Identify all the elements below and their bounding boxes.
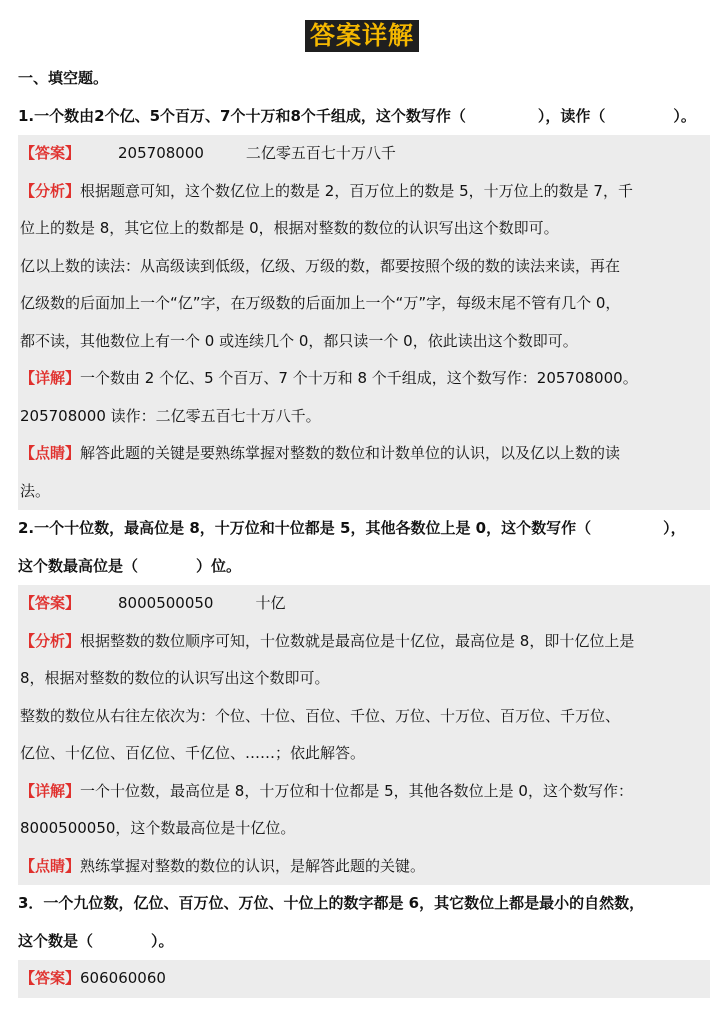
q2-answer: 【答案】 8000500050 十亿 bbox=[20, 594, 286, 612]
q3-answer: 【答案】606060060 bbox=[20, 969, 166, 987]
section-heading: 一、填空题。 bbox=[18, 69, 109, 87]
q2-detail-line: 8000500050，这个数最高位是十亿位。 bbox=[20, 819, 296, 837]
q2-stem-line: 这个数最高位是（ ）位。 bbox=[18, 556, 242, 575]
q2-stem: 2.一个十位数，最高位是 8，十万位和十位都是 5，其他各数位上是 0，这个数写作（ ）， bbox=[18, 519, 686, 537]
q1-point: 【点睛】解答此题的关键是要熟练掌握对整数的数位和计数单位的认识，以及亿以上数的读 bbox=[20, 444, 621, 462]
q2-point: 【点睛】熟练掌握对整数的数位的认识，是解答此题的关键。 bbox=[20, 856, 426, 875]
title-bar bbox=[0, 0, 724, 54]
q1-detail-line: 205708000 读作：二亿零五百七十万八千。 bbox=[20, 406, 321, 425]
q2-detail: 【详解】一个十位数，最高位是 8，十万位和十位都是 5，其他各数位上是 0，这个数写作： bbox=[20, 781, 633, 800]
q1-analysis-line: 亿以上数的读法：从高级读到低级，亿级、万级的数，都要按照个级的数的读法来读，再在 bbox=[20, 256, 621, 275]
page-title: 答案详解 bbox=[305, 20, 419, 52]
q1-answer: 【答案】 205708000 二亿零五百七十万八千 bbox=[20, 144, 396, 162]
q1-analysis-line: 都不读，其他数位上有一个 0 或连续几个 0，都只读一个 0，依此读出这个数即可。 bbox=[20, 331, 578, 350]
q2-analysis-line: 整数的数位从右往左依次为：个位、十位、百位、千位、万位、十万位、百万位、千万位、 bbox=[20, 706, 621, 725]
q1-stem: 1.一个数由2个亿、5个百万、7个十万和8个千组成，这个数写作（ ），读作（ ）。 bbox=[18, 106, 696, 125]
q1-analysis-line: 位上的数是 8，其它位上的数都是 0，根据对整数的数位的认识写出这个数即可。 bbox=[20, 219, 559, 237]
q2-analysis-line: 8，根据对整数的数位的认识写出这个数即可。 bbox=[20, 669, 330, 687]
q1-detail: 【详解】一个数由 2 个亿、5 个百万、7 个十万和 8 个千组成，这个数写作：205708000。 bbox=[20, 369, 638, 387]
q3-solution-box bbox=[18, 960, 710, 998]
q2-solution-box bbox=[18, 585, 710, 885]
q1-analysis: 【分析】根据题意可知，这个数亿位上的数是 2，百万位上的数是 5，十万位上的数是 7，千 bbox=[20, 181, 633, 200]
q3-stem: 3．一个九位数，亿位、百万位、万位、十位上的数字都是 6，其它数位上都是最小的自然数， bbox=[18, 894, 645, 912]
q3-stem-line: 这个数是（ ）。 bbox=[18, 931, 174, 950]
q1-solution-box bbox=[18, 135, 710, 510]
document-body bbox=[18, 60, 710, 998]
q2-analysis-line: 亿位、十亿位、百亿位、千亿位、……；依此解答。 bbox=[20, 744, 366, 762]
q2-analysis: 【分析】根据整数的数位顺序可知，十位数就是最高位是十亿位，最高位是 8，即十亿位上是 bbox=[20, 631, 635, 650]
q1-analysis-line: 亿级数的后面加上一个“亿”字，在万级数的后面加上一个“万”字，每级末尾不管有几个 0， bbox=[20, 294, 621, 312]
q1-point-line: 法。 bbox=[20, 481, 51, 500]
